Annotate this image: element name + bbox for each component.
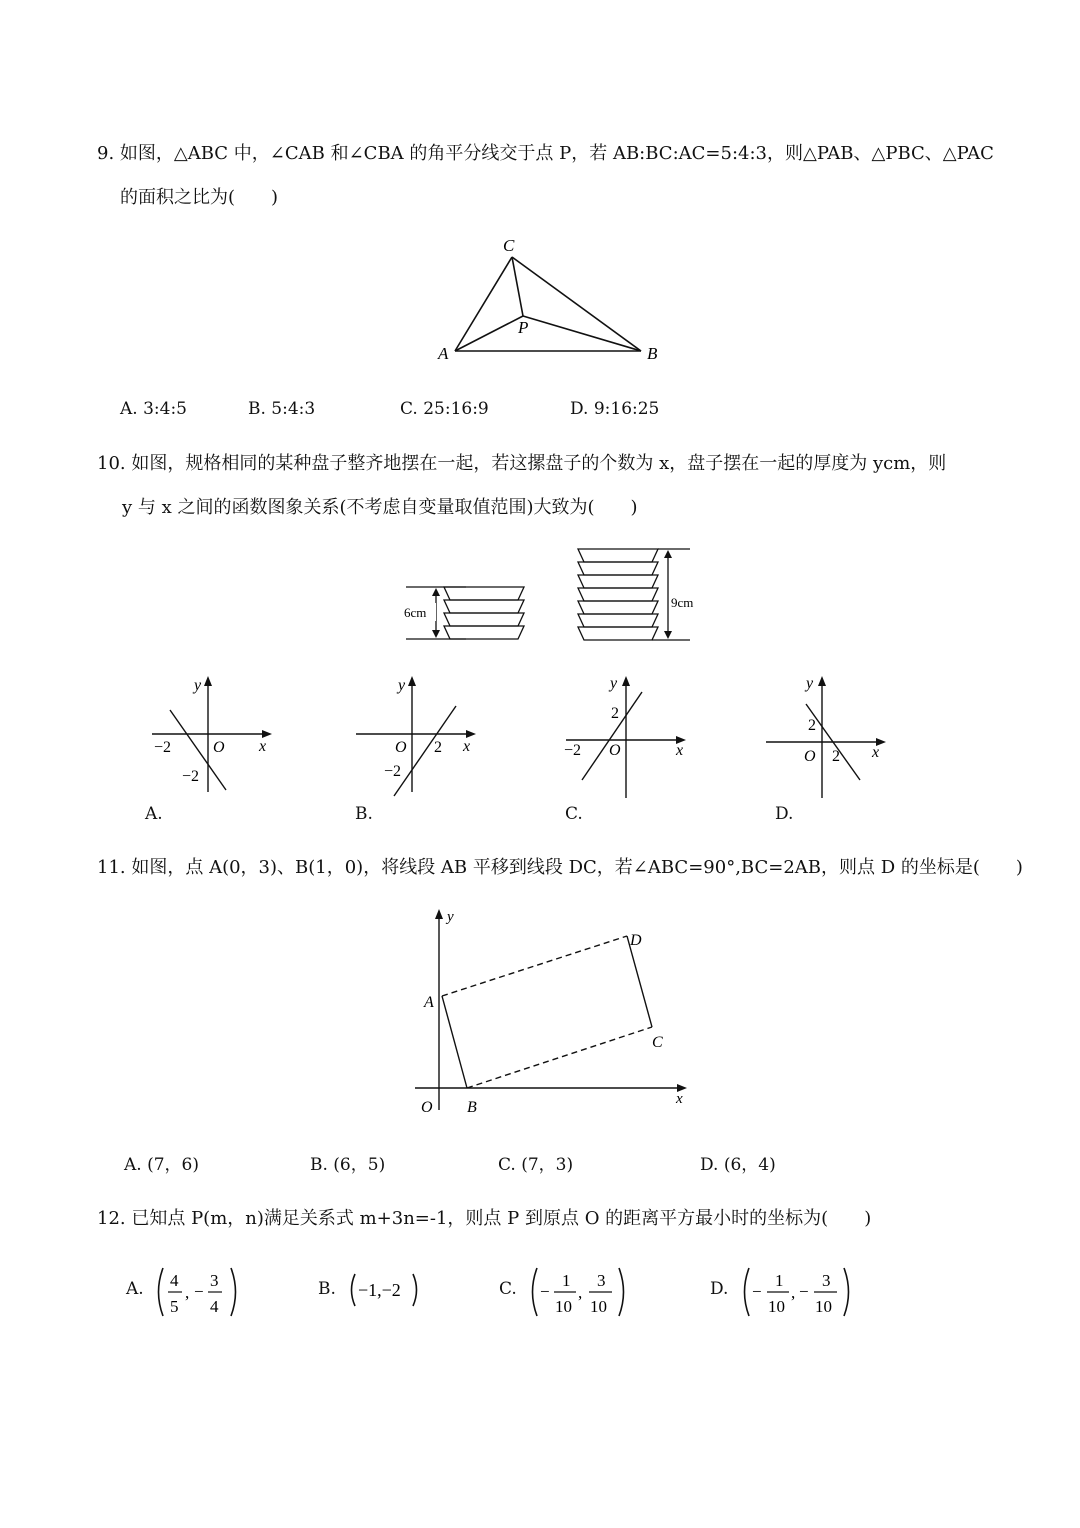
q10-graph-d-origin: O — [804, 748, 816, 765]
q9-triangle-figure — [420, 230, 680, 370]
q11-label-d: D — [630, 932, 642, 949]
q12-d-den1: 10 — [768, 1297, 785, 1316]
q12-d-den2: 10 — [815, 1297, 832, 1316]
q10-graph-a — [148, 672, 278, 802]
q12-d-sign2: − — [799, 1282, 809, 1301]
q10-left-plate — [444, 613, 524, 626]
q10-right-plate — [578, 614, 658, 627]
q10-graph-c-x-label: x — [676, 742, 684, 759]
q11-label-c: C — [652, 1034, 663, 1051]
q11-label-x: x — [676, 1091, 683, 1107]
q10-right-plate — [578, 601, 658, 614]
q9-label-c: C — [503, 236, 515, 255]
q10-graph-b-origin: O — [395, 739, 407, 756]
q9-label-b: B — [647, 344, 658, 363]
q12-a-num1: 4 — [170, 1271, 179, 1290]
q12-c-num1: 1 — [562, 1271, 571, 1290]
q10-graph-b-x-label: x — [463, 738, 471, 755]
q11-option-b: B. (6，5) — [310, 1155, 386, 1175]
q12-stem-line1: 12. 已知点 P(m，n)满足关系式 m+3n=-1，则点 P 到原点 O 的距离平方最小时的坐标为( ) — [97, 1208, 872, 1229]
q10-plate-stacks-figure — [400, 540, 700, 650]
q9-stem-line1: 9. 如图，△ABC 中，∠CAB 和∠CBA 的角平分线交于点 P，若 AB:BC:AC=5:4:3，则△PAB、△PBC、△PAC — [97, 143, 994, 164]
q10-right-plate — [578, 549, 658, 562]
q9-option-b: B. 5:4:3 — [248, 399, 316, 419]
q12-a-sign2: − — [194, 1282, 204, 1301]
q10-graph-b-label: B. — [355, 804, 373, 824]
q10-right-plate — [578, 575, 658, 588]
q12-option-a-fraction-pair — [152, 1262, 242, 1322]
q10-left-plate — [444, 626, 524, 639]
q12-option-d-fraction-pair — [738, 1262, 856, 1322]
q10-graph-d — [762, 672, 892, 802]
q12-a-num2: 3 — [210, 1271, 219, 1290]
q12-option-b-pair — [346, 1270, 426, 1310]
q12-a-den1: 5 — [170, 1297, 179, 1316]
q10-graph-b — [352, 672, 482, 802]
q10-graph-c — [562, 672, 692, 802]
q11-coordinate-figure — [405, 905, 705, 1120]
q12-c-den2: 10 — [590, 1297, 607, 1316]
q11-label-y: y — [447, 909, 454, 925]
q10-graph-c-y-label: y — [610, 675, 618, 692]
q10-left-plate — [444, 600, 524, 613]
q10-right-plate — [578, 562, 658, 575]
q12-c-sign1: − — [540, 1282, 550, 1301]
q11-option-d: D. (6，4) — [700, 1155, 776, 1175]
q9-label-p: P — [518, 318, 529, 337]
q10-graph-a-tick-y: −2 — [182, 768, 200, 785]
q9-label-a: A — [438, 344, 449, 363]
q11-segment-ab — [442, 996, 467, 1088]
q10-stem-line1: 10. 如图，规格相同的某种盘子整齐地摆在一起，若这摞盘子的个数为 x，盘子摆在一起的厚度为 ycm，则 — [97, 453, 947, 474]
svg-text:,: , — [578, 1283, 583, 1302]
q10-graph-a-x-label: x — [259, 738, 267, 755]
q12-d-num1: 1 — [775, 1271, 784, 1290]
q12-b-value: −1,−2 — [358, 1280, 401, 1300]
q9-side-cb — [512, 257, 641, 351]
q11-option-c: C. (7，3) — [498, 1155, 574, 1175]
q11-segment-bc — [467, 1027, 652, 1088]
q11-option-a: A. (7，6) — [124, 1155, 199, 1175]
q12-a-den2: 4 — [210, 1297, 219, 1316]
q10-graph-c-tick-y: 2 — [611, 705, 619, 722]
q9-option-d: D. 9:16:25 — [570, 399, 660, 419]
q11-stem-line1: 11. 如图，点 A(0，3)、B(1，0)，将线段 AB 平移到线段 DC，若∠ABC=90°,BC=2AB，则点 D 的坐标是( ) — [97, 857, 1023, 878]
q10-right-plate — [578, 588, 658, 601]
q10-graph-c-origin: O — [609, 742, 621, 759]
q10-left-plate — [444, 587, 524, 600]
q10-graph-c-label: C. — [565, 804, 583, 824]
q9-option-c: C. 25:16:9 — [400, 399, 489, 419]
q9-segment-pc — [512, 257, 523, 316]
svg-text:,: , — [185, 1283, 190, 1302]
q10-graph-b-tick-x: 2 — [434, 739, 442, 756]
q12-option-d-label: D. — [710, 1279, 729, 1299]
q10-graph-d-x-label: x — [872, 744, 880, 761]
q12-c-num2: 3 — [597, 1271, 606, 1290]
q11-label-a: A — [424, 994, 434, 1011]
q9-stem-line2: 的面积之比为( ) — [120, 187, 279, 208]
q10-graph-a-tick-x: −2 — [154, 739, 172, 756]
q12-option-b-label: B. — [318, 1279, 336, 1299]
q10-graph-a-label: A. — [145, 804, 163, 824]
q10-graph-d-label: D. — [775, 804, 794, 824]
q11-label-b: B — [467, 1099, 477, 1116]
q10-graph-d-tick-y: 2 — [808, 717, 816, 734]
svg-text:,: , — [791, 1283, 796, 1302]
q10-stem-line2: y 与 x 之间的函数图象关系(不考虑自变量取值范围)大致为( ) — [122, 497, 638, 518]
q10-right-plate — [578, 627, 658, 640]
q10-graph-a-y-label: y — [194, 677, 202, 694]
q11-segment-ad — [442, 936, 627, 996]
q10-graph-d-tick-x: 2 — [832, 748, 840, 765]
q9-option-a: A. 3:4:5 — [120, 399, 187, 419]
q11-segment-dc — [627, 936, 652, 1027]
q10-graph-b-tick-y: −2 — [384, 763, 402, 780]
q10-graph-d-y-label: y — [806, 675, 814, 692]
q9-bisector-b — [523, 316, 641, 351]
q12-d-sign1: − — [752, 1282, 762, 1301]
q10-graph-c-tick-x: −2 — [564, 742, 582, 759]
q12-option-a-label: A. — [126, 1279, 144, 1299]
q10-graph-a-origin: O — [213, 739, 225, 756]
q12-c-den1: 10 — [555, 1297, 572, 1316]
q10-graph-b-y-label: y — [398, 677, 406, 694]
q10-label-6cm: 6cm — [404, 605, 427, 620]
q12-d-num2: 3 — [822, 1271, 831, 1290]
q11-label-o: O — [421, 1099, 433, 1116]
q12-option-c-label: C. — [499, 1279, 517, 1299]
q10-label-9cm: 9cm — [671, 595, 694, 610]
q12-option-c-fraction-pair — [526, 1262, 630, 1322]
